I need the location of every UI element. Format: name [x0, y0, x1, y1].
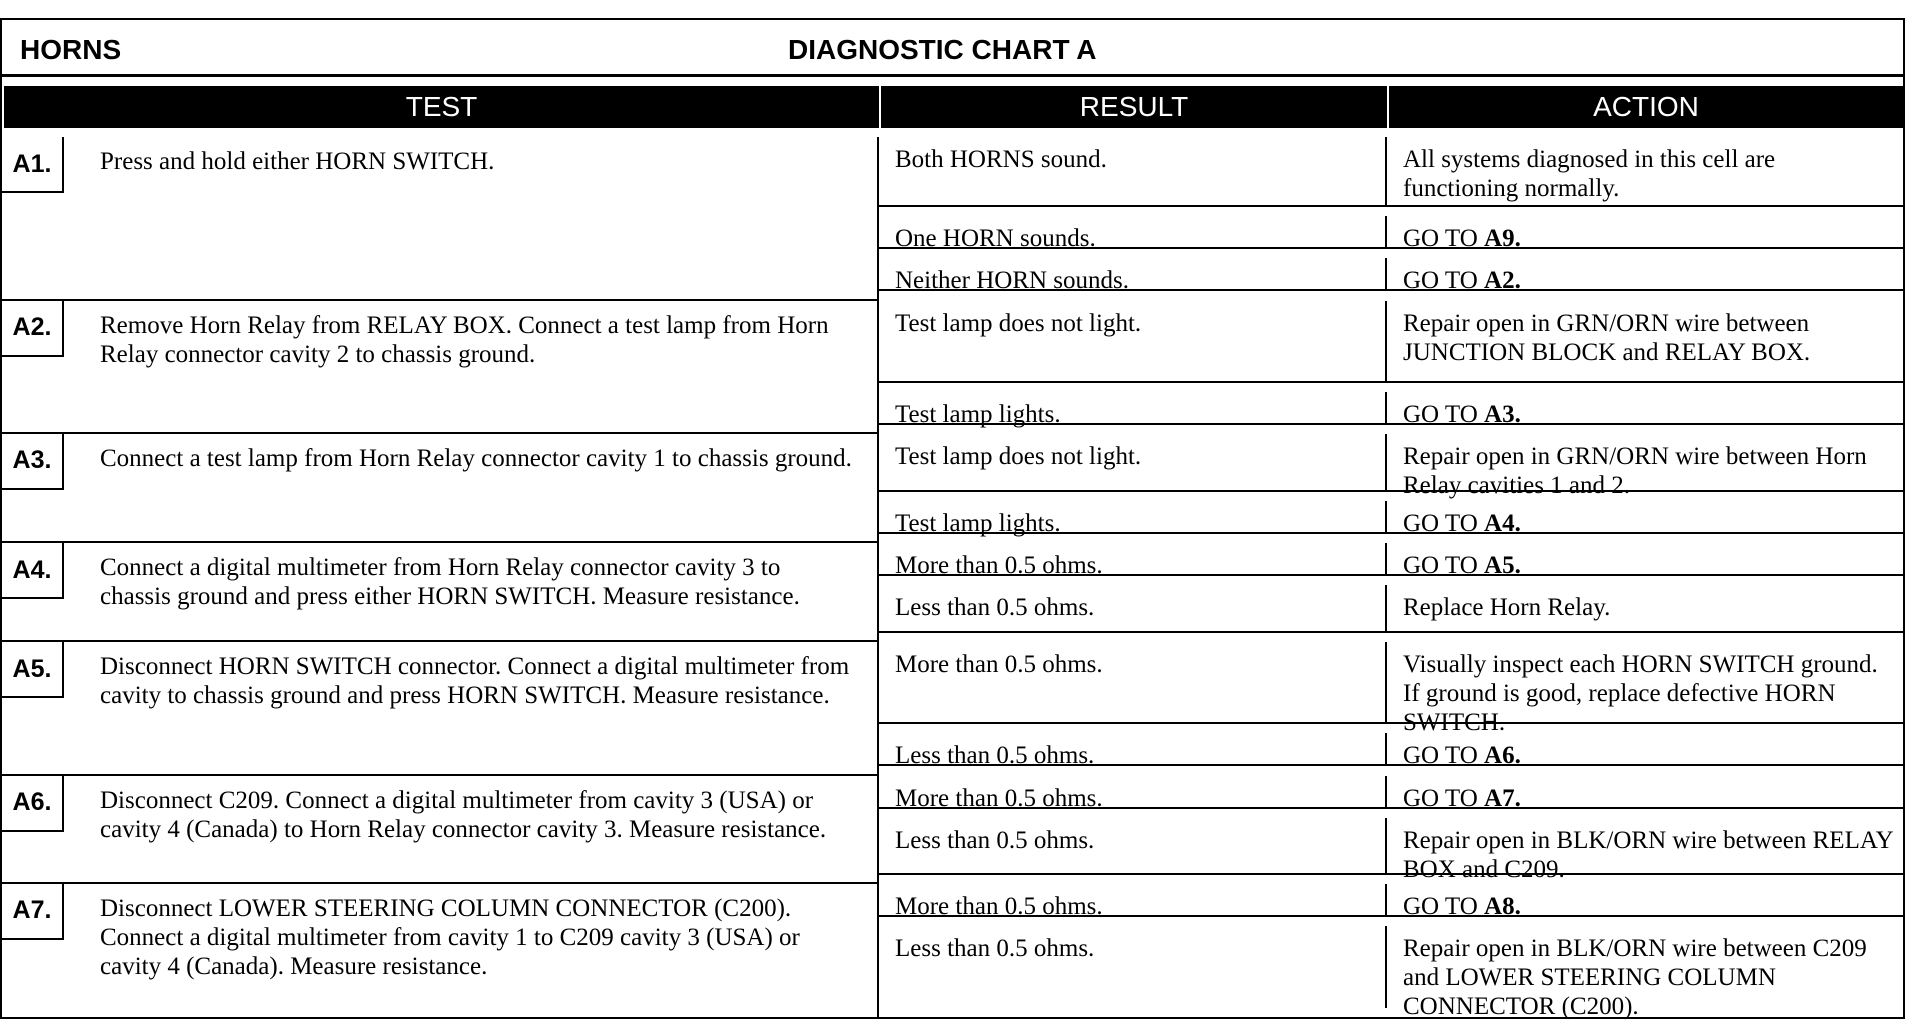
step-id-badge: A2.	[2, 301, 64, 357]
action-text: GO TO	[1403, 267, 1485, 295]
result-cell: More than 0.5 ohms.	[879, 884, 1387, 917]
action-cell	[1387, 926, 1903, 1020]
action-text: Repair open in GRN/ORN wire between Horn Relay cavities 1 and 2.	[1403, 442, 1867, 499]
result-cell: Less than 0.5 ohms.	[879, 585, 1387, 633]
step-id-badge: A7.	[2, 884, 64, 940]
result-cell: More than 0.5 ohms.	[879, 642, 1387, 724]
action-text: Replace Horn Relay.	[1403, 594, 1611, 622]
action-text: GO TO	[1403, 784, 1485, 812]
action-step-reference: A7.	[1484, 784, 1521, 812]
column-header-test: TEST	[2, 86, 879, 128]
action-cell	[1387, 818, 1903, 883]
action-step-reference: A6.	[1484, 742, 1521, 770]
chart-title: DIAGNOSTIC CHART A	[788, 34, 1097, 65]
test-cell	[2, 434, 879, 543]
result-cell: Both HORNS sound.	[879, 137, 1387, 207]
test-cell	[2, 642, 879, 775]
action-cell	[1387, 392, 1903, 428]
action-cell	[1387, 258, 1903, 295]
result-cell: Less than 0.5 ohms.	[879, 733, 1387, 766]
action-text: GO TO	[1403, 225, 1485, 253]
result-cell: Test lamp lights.	[879, 392, 1387, 425]
step-id-badge: A1.	[2, 137, 64, 193]
action-step-reference: A8.	[1484, 892, 1521, 920]
system-name: HORNS	[20, 34, 122, 65]
action-step-reference: A2.	[1484, 267, 1521, 295]
action-cell	[1387, 501, 1903, 537]
action-cell	[1387, 434, 1903, 499]
test-text: Disconnect LOWER STEERING COLUMN CONNECTOR (C200). Connect a digital multimeter from cavity 1 to C209 cavity 3 (USA) or cavity 4 (Canada). Measure resistance.	[100, 894, 800, 980]
action-step-reference: A4.	[1484, 509, 1521, 537]
test-text: Disconnect HORN SWITCH connector. Connect a digital multimeter from cavity to chassis ground and press HORN SWITCH. Measure resistance.	[100, 653, 850, 710]
diagnostic-chart	[0, 18, 1905, 1019]
test-cell	[2, 301, 879, 434]
action-cell	[1387, 543, 1903, 579]
action-cell	[1387, 585, 1903, 633]
action-step-reference: A3.	[1484, 400, 1521, 428]
action-text: Repair open in GRN/ORN wire between JUNCTION BLOCK and RELAY BOX.	[1403, 309, 1811, 366]
result-cell: More than 0.5 ohms.	[879, 776, 1387, 809]
result-cell: Neither HORN sounds.	[879, 258, 1387, 291]
chart-header	[2, 20, 1903, 77]
test-cell	[2, 884, 879, 1017]
action-text: All systems diagnosed in this cell are functioning normally.	[1403, 146, 1776, 203]
test-cell	[2, 543, 879, 642]
column-header-result: RESULT	[879, 86, 1387, 128]
action-step-reference: A9.	[1484, 225, 1521, 253]
action-cell	[1387, 301, 1903, 383]
action-text: GO TO	[1403, 400, 1485, 428]
step-id-badge: A3.	[2, 434, 64, 490]
result-cell: Test lamp does not light.	[879, 301, 1387, 383]
test-text: Connect a digital multimeter from Horn Relay connector cavity 3 to chassis ground and press either HORN SWITCH. Measure resistance.	[100, 554, 800, 610]
action-cell	[1387, 733, 1903, 770]
result-cell: Test lamp does not light.	[879, 434, 1387, 492]
action-text: Repair open in BLK/ORN wire between C209 and LOWER STEERING COLUMN CONNECTOR (C200).	[1403, 934, 1867, 1020]
action-cell	[1387, 884, 1903, 920]
action-text: GO TO	[1403, 552, 1485, 579]
step-id-badge: A4.	[2, 543, 64, 599]
action-text: Repair open in BLK/ORN wire between RELAY BOX and C209.	[1403, 826, 1893, 883]
action-cell	[1387, 137, 1903, 207]
step-id-badge: A5.	[2, 642, 64, 698]
column-header-action: ACTION	[1387, 86, 1903, 128]
test-text: Disconnect C209. Connect a digital multimeter from cavity 3 (USA) or cavity 4 (Canada) to Horn Relay connector cavity 3. Measure resistance.	[100, 786, 827, 843]
action-step-reference: A5.	[1484, 552, 1521, 579]
action-text: Visually inspect each HORN SWITCH ground. If ground is good, replace defective HORN SWITCH.	[1403, 651, 1878, 737]
action-text: GO TO	[1403, 742, 1485, 770]
action-cell	[1387, 216, 1903, 253]
result-cell: Less than 0.5 ohms.	[879, 818, 1387, 875]
action-cell	[1387, 776, 1903, 812]
action-text: GO TO	[1403, 509, 1485, 537]
step-id-badge: A6.	[2, 776, 64, 832]
test-text: Press and hold either HORN SWITCH.	[100, 148, 495, 176]
result-cell: One HORN sounds.	[879, 216, 1387, 249]
test-cell	[2, 137, 879, 300]
result-cell: Test lamp lights.	[879, 501, 1387, 534]
action-text: GO TO	[1403, 892, 1485, 920]
test-text: Connect a test lamp from Horn Relay connector cavity 1 to chassis ground.	[100, 444, 852, 472]
result-cell: Less than 0.5 ohms.	[879, 926, 1387, 1008]
action-cell	[1387, 642, 1903, 737]
test-cell	[2, 776, 879, 884]
test-text: Remove Horn Relay from RELAY BOX. Connect a test lamp from Horn Relay connector cavity 2 to chassis ground.	[100, 311, 829, 368]
result-cell: More than 0.5 ohms.	[879, 543, 1387, 576]
